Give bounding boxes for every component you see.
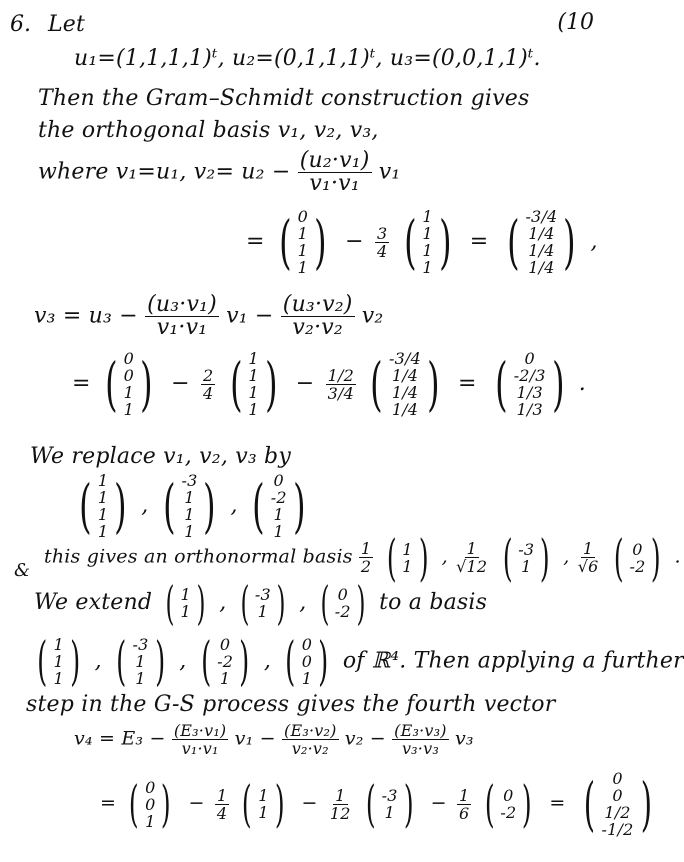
- v3-0: 0: [524, 349, 535, 368]
- v2-vector-2: ( -3/4 1/4 1/4 1/4 ): [370, 349, 440, 419]
- v4-3: -1/2: [601, 820, 634, 839]
- v4-w2-1: 1: [384, 803, 395, 822]
- on-f2-den: √12: [456, 557, 488, 576]
- orthogonal-line: the orthogonal basis v₁, v₂, v₃,: [38, 118, 379, 143]
- w2-1: 1: [184, 488, 195, 507]
- b-w1: ( 1 1 1 ): [37, 631, 81, 692]
- e3-vector: ( 0 0 1 ): [129, 775, 172, 833]
- w3-vector: ( 0 -2 1 1 ): [252, 471, 306, 541]
- b-w3: ( 0 -2 1 ): [200, 631, 250, 692]
- v4-coef3-num: 1: [459, 785, 470, 805]
- v2-0: -3/4: [525, 207, 558, 226]
- problem-number: 6.: [10, 12, 31, 37]
- extend-line: We extend ( 1 1 ) , ( -3 1 ) , ( 0 -2 ) to a basis: [34, 576, 488, 630]
- on-w2: ( -3 1 ): [502, 528, 551, 587]
- v1-3: 1: [422, 258, 433, 277]
- b-w2: ( -3 1 1 ): [116, 631, 165, 692]
- cross-mark: &: [14, 560, 31, 581]
- v3-fraction-1: [145, 294, 219, 339]
- v4-text-c: v₂ −: [344, 727, 386, 750]
- where-tail: v₁: [378, 159, 401, 185]
- v4-eq: =: [100, 792, 117, 814]
- b-e3-2: 1: [301, 669, 313, 688]
- ext-w3-0: 0: [337, 585, 348, 604]
- orthonormal-text: this gives an orthonormal basis: [44, 545, 353, 568]
- v1-2: 1: [422, 241, 433, 260]
- step-line: step in the G-S process gives the fourth vector: [26, 692, 556, 717]
- v4-vector: ( 0 0 1/2 -1/2 ): [583, 769, 652, 839]
- w2-0: -3: [181, 471, 198, 490]
- e3-2: 1: [145, 811, 156, 831]
- v2-result-line: = ( 0 1 1 1 ) − $\frac{3}{4}$ ( 1 1 1 1 ) = ( -3/4 1/4 1/4 1/4 ) ,: [246, 207, 598, 277]
- b-w2-0: -3: [132, 635, 149, 654]
- v3-3: 1/3: [516, 400, 543, 419]
- ext-w2-1: 1: [257, 602, 269, 621]
- v3-vector: ( 0 -2/3 1/3 1/3 ): [494, 349, 565, 419]
- on-f2-num: 1: [466, 539, 477, 558]
- b-e3-0: 0: [301, 635, 313, 654]
- v1b-2: 1: [248, 383, 259, 402]
- v1b-0: 1: [248, 349, 259, 368]
- w2-3: 1: [184, 522, 195, 541]
- v4-fraction-3: [392, 722, 449, 757]
- where-fraction: [298, 150, 372, 195]
- v4-f3-num: (E₃·v₃): [394, 721, 447, 740]
- u2-vector: ( 0 1 1 1 ): [278, 207, 327, 277]
- v3-f2-den: v₂·v₂: [292, 315, 343, 340]
- v4-w2: ( -3 1 ): [365, 775, 414, 833]
- w2-vector: ( -3 1 1 1 ): [162, 471, 217, 541]
- v4-w3-0: 0: [503, 786, 514, 805]
- of-r4-text: of ℝ⁴. Then applying a further: [342, 648, 684, 674]
- v4-0: 0: [612, 769, 623, 788]
- ext-w3: ( 0 -2 ): [320, 576, 366, 630]
- u3-2: 1: [123, 383, 135, 402]
- v3-f1-den: v₁·v₁: [156, 315, 208, 340]
- v4-text-b: v₁ −: [234, 727, 276, 750]
- replace-line: We replace v₁, v₂, v₃ by: [30, 444, 291, 469]
- then-line: Then the Gram–Schmidt construction gives: [38, 86, 530, 111]
- b-w1-2: 1: [53, 669, 64, 688]
- b-w1-1: 1: [53, 652, 64, 671]
- v3-f2-num: (u₃·v₂): [282, 292, 353, 317]
- u2-0: 0: [297, 207, 309, 226]
- b-e3-1: 0: [301, 652, 313, 671]
- e3-0: 0: [145, 777, 156, 797]
- w1-2: 1: [97, 505, 109, 524]
- v4-f3-den: v₃·v₃: [401, 739, 439, 758]
- v2b-2: 1/4: [391, 383, 419, 402]
- v1-vector: ( 1 1 1 1 ): [403, 207, 452, 277]
- v3-2: 1/3: [516, 383, 543, 402]
- b-w3-2: 1: [219, 669, 231, 688]
- w1-1: 1: [97, 488, 109, 507]
- u3-0: 0: [123, 349, 135, 368]
- w1-vector: ( 1 1 1 1 ): [79, 471, 127, 541]
- defs-line: u₁=(1,1,1,1)ᵗ, u₂=(0,1,1,1)ᵗ, u₃=(0,0,1,1)ᵗ.: [74, 46, 541, 71]
- ext-w1-0: 1: [180, 585, 191, 604]
- v2-coef-num: 3: [376, 223, 388, 243]
- v3-result-line: = ( 0 0 1 1 ) − $\frac{2}{4}$ ( 1 1 1 1 ) − $\frac{1/2}{3/4}$ ( -3/4 1/4 1/4 1/4 ) = ( 0 -2/3 1/3 1/3 ) .: [72, 349, 586, 419]
- v3-fraction-2: [281, 294, 355, 339]
- v4-line: [74, 722, 474, 757]
- v3-coef1: [201, 367, 215, 402]
- v2-vector: ( -3/4 1/4 1/4 1/4 ): [506, 207, 577, 277]
- v4-1: 0: [612, 786, 623, 805]
- w3-1: -2: [270, 488, 287, 507]
- where-line: [38, 150, 400, 195]
- u2-1: 1: [297, 224, 309, 243]
- e3-1: 0: [145, 794, 156, 814]
- on-w3-1: -2: [629, 556, 646, 576]
- w3-0: 0: [273, 471, 284, 490]
- v4-w2-0: -3: [381, 786, 398, 805]
- v1b-3: 1: [248, 400, 259, 419]
- v3-text-a: v₃ = u₃ −: [34, 303, 138, 329]
- v4-fraction-2: [282, 722, 339, 757]
- on-w1-1: 1: [402, 556, 413, 576]
- where-fraction-den: v₁·v₁: [309, 171, 360, 196]
- v4-w1-1: 1: [258, 803, 269, 822]
- ext-w1: ( 1 1 ): [165, 576, 206, 630]
- on-f3-den: √6: [577, 557, 599, 576]
- u3-3: 1: [123, 400, 135, 419]
- v4-coef2: [328, 787, 353, 822]
- v4-coef1-num: 1: [216, 785, 228, 805]
- v4-f1-num: (E₃·v₁): [173, 721, 227, 740]
- v2-3: 1/4: [528, 258, 555, 277]
- on-frac-3: [576, 540, 601, 575]
- v2-1: 1/4: [528, 224, 555, 243]
- w2-2: 1: [184, 505, 195, 524]
- ext-w2-0: -3: [254, 585, 271, 604]
- b-w3-0: 0: [219, 635, 231, 654]
- ext-w2: ( -3 1 ): [240, 576, 286, 630]
- v3-line: [34, 294, 383, 339]
- v4-text-a: v₄ = E₃ −: [74, 727, 166, 750]
- extend-text-b: to a basis: [379, 590, 488, 615]
- orthonormal-line: this gives an orthonormal basis $\frac{1}{2}$ ( 1 1 ) , $\frac{1}{√12}$ ( -3 1 ) , $\frac{1}{√6}$ ( 0 -2 ) .: [44, 528, 681, 587]
- let-line: Let: [48, 12, 86, 37]
- v4-coef1: [215, 787, 229, 822]
- b-w3-1: -2: [217, 652, 234, 671]
- v4-coef2-den: 12: [329, 803, 351, 823]
- u3-1: 0: [123, 366, 135, 385]
- v3-text-c: v₂: [361, 303, 384, 329]
- v3-coef1-den: 4: [202, 383, 214, 403]
- corner-mark: (10: [557, 10, 594, 35]
- v1-1: 1: [422, 224, 433, 243]
- v4-coef3: [457, 787, 471, 822]
- v3-text-b: v₁ −: [226, 303, 274, 329]
- b-e3: ( 0 0 1 ): [285, 631, 329, 692]
- on-frac-2: [454, 540, 489, 575]
- on-w1: ( 1 1 ): [386, 528, 429, 587]
- v4-f2-num: (E₃·v₂): [284, 721, 337, 740]
- v3-coef2-den: 3/4: [327, 383, 354, 403]
- v3-coef2-num: 1/2: [327, 365, 354, 385]
- extend-text-a: We extend: [34, 590, 153, 615]
- v4-coef3-den: 6: [459, 803, 470, 823]
- v4-w3-1: -2: [500, 803, 517, 822]
- w3-3: 1: [273, 522, 284, 541]
- v4-f2-den: v₂·v₂: [291, 739, 329, 758]
- v4-f1-den: v₁·v₁: [181, 739, 219, 758]
- on-w2-0: -3: [518, 539, 535, 559]
- v4-2: 1/2: [604, 803, 631, 822]
- b-w1-0: 1: [53, 635, 64, 654]
- on-w1-0: 1: [402, 539, 413, 559]
- replacement-vectors: ( 1 1 1 1 ) , ( -3 1 1 1 ) , ( 0 -2 1 1 ): [72, 472, 313, 540]
- v3-1: -2/3: [513, 366, 546, 385]
- basis-line: ( 1 1 1 ) , ( -3 1 1 ) , ( 0 -2 1 ) , ( 0 0 1 ) of ℝ⁴. Then applying a further: [30, 636, 684, 687]
- on-f1-den: 2: [360, 557, 372, 576]
- v2-2: 1/4: [528, 241, 555, 260]
- v4-w3: ( 0 -2 ): [484, 775, 533, 833]
- v4-w1-0: 1: [258, 786, 269, 805]
- v1b-1: 1: [248, 366, 259, 385]
- v2b-1: 1/4: [391, 366, 419, 385]
- b-w2-2: 1: [135, 669, 146, 688]
- on-w3: ( 0 -2 ): [613, 528, 662, 587]
- on-frac-1: [359, 540, 373, 575]
- on-f3-num: 1: [582, 539, 594, 558]
- v1-vector-2: ( 1 1 1 1 ): [229, 349, 278, 419]
- v4-fraction-1: [172, 722, 229, 757]
- v4-w1: ( 1 1 ): [242, 775, 285, 833]
- v2-eq: =: [246, 229, 265, 254]
- u3-vector: ( 0 0 1 1 ): [104, 349, 153, 419]
- where-fraction-num: (u₂·v₁): [299, 148, 370, 173]
- v3-f1-num: (u₃·v₁): [147, 292, 217, 317]
- v4-text-d: v₃: [454, 727, 474, 750]
- on-f1-num: 1: [360, 539, 372, 558]
- ext-w3-1: -2: [334, 602, 351, 621]
- on-w2-1: 1: [521, 556, 532, 576]
- v3-eq: =: [72, 371, 91, 396]
- v2-coef-fraction: [375, 225, 389, 260]
- v4-coef2-num: 1: [335, 785, 346, 805]
- v4-coef1-den: 4: [216, 803, 228, 823]
- w1-3: 1: [97, 522, 109, 541]
- v3-coef2: [326, 367, 356, 402]
- u2-2: 1: [297, 241, 309, 260]
- ext-w1-1: 1: [180, 602, 191, 621]
- v4-result-line: = ( 0 0 1 ) − $\frac{1}{4}$ ( 1 1 ) − $\frac{1}{12}$ ( -3 1 ) − $\frac{1}{6}$ ( 0 -2 ) = ( 0 0 1/2 -1/2 ): [100, 770, 659, 838]
- v2b-3: 1/4: [391, 400, 419, 419]
- v2-coef-den: 4: [376, 241, 388, 261]
- where-text: where v₁=u₁, v₂= u₂ −: [38, 159, 291, 185]
- v2b-0: -3/4: [389, 349, 421, 368]
- w3-2: 1: [273, 505, 284, 524]
- u2-3: 1: [297, 258, 309, 277]
- v3-coef1-num: 2: [202, 365, 214, 385]
- on-w3-0: 0: [632, 539, 643, 559]
- v1-0: 1: [422, 207, 433, 226]
- b-w2-1: 1: [135, 652, 146, 671]
- w1-0: 1: [97, 471, 109, 490]
